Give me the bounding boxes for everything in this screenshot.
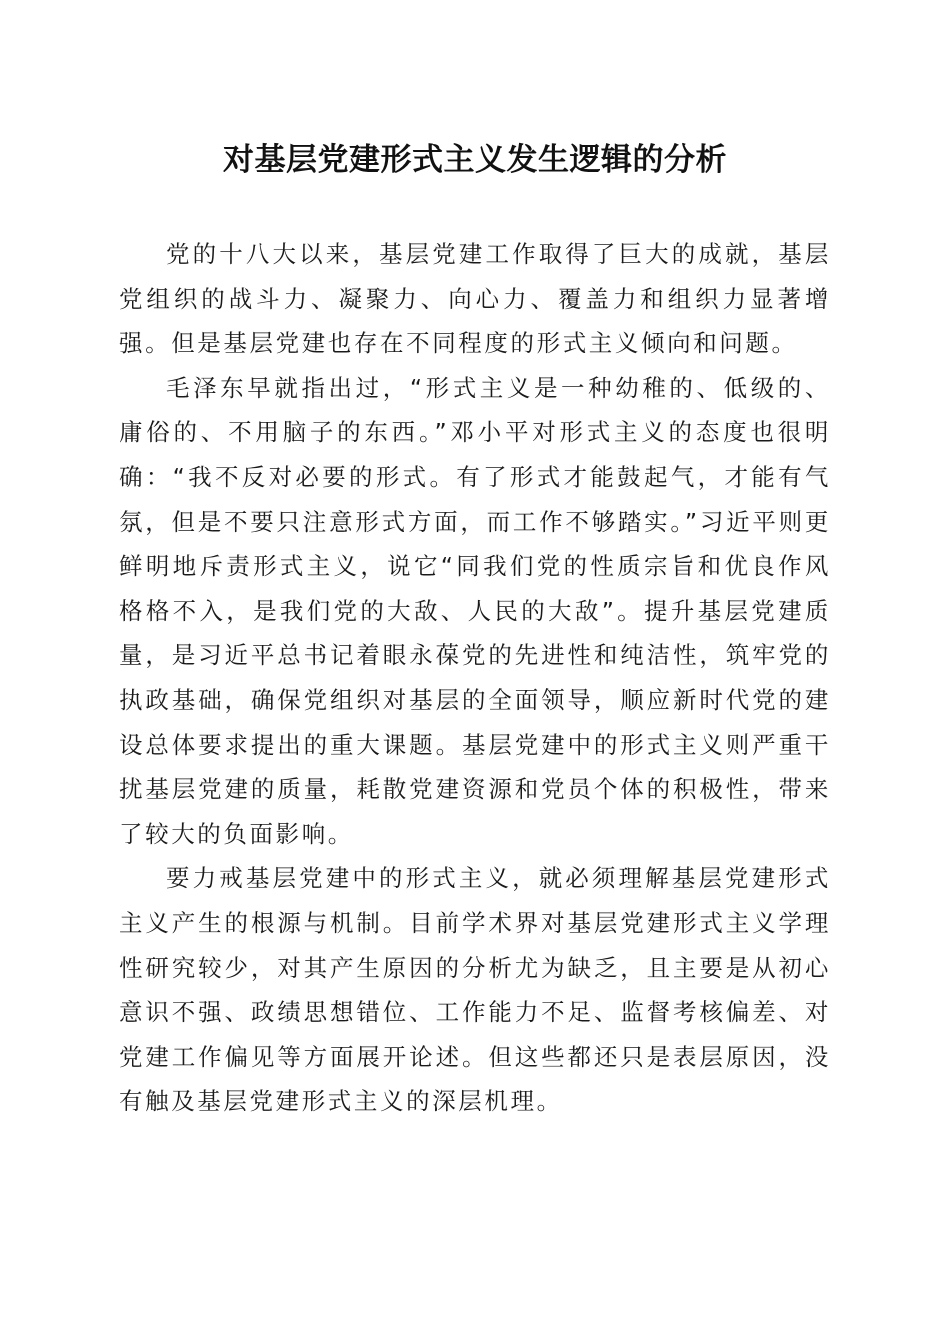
document-title: 对基层党建形式主义发生逻辑的分析 [223,142,727,178]
paragraph-1: 党的十八大以来，基层党建工作取得了巨大的成就，基层党组织的战斗力、凝聚力、向心力、覆盖力和组织力显著增强。但是基层党建也存在不同程度的形式主义倾向和问题。 [119,240,831,358]
paragraph-2: 毛泽东早就指出过，“形式主义是一种幼稚的、低级的、庸俗的、不用脑子的东西。”邓小平对形式主义的态度也很明确：“我不反对必要的形式。有了形式才能鼓起气，才能有气氛，但是不要只注意形式方面，而工作不够踏实。”习近平则更鲜明地斥责形式主义，说它“同我们党的性质宗旨和优良作风格格不入，是我们党的大敌、人民的大敌”。提升基层党建质量，是习近平总书记着眼永葆党的先进性和纯洁性，筑牢党的执政基础，确保党组织对基层的全面领导，顺应新时代党的建设总体要求提出的重大课题。基层党建中的形式主义则严重干扰基层党建的质量，耗散党建资源和党员个体的积极性，带来了较大的负面影响。 [119,373,831,848]
document-body [119,232,831,1124]
paragraph-3: 要力戒基层党建中的形式主义，就必须理解基层党建形式主义产生的根源与机制。目前学术界对基层党建形式主义学理性研究较少，对其产生原因的分析尤为缺乏，且主要是从初心意识不强、政绩思想错位、工作能力不足、监督考核偏差、对党建工作偏见等方面展开论述。但这些都还只是表层原因，没有触及基层党建形式主义的深层机理。 [119,864,831,1116]
